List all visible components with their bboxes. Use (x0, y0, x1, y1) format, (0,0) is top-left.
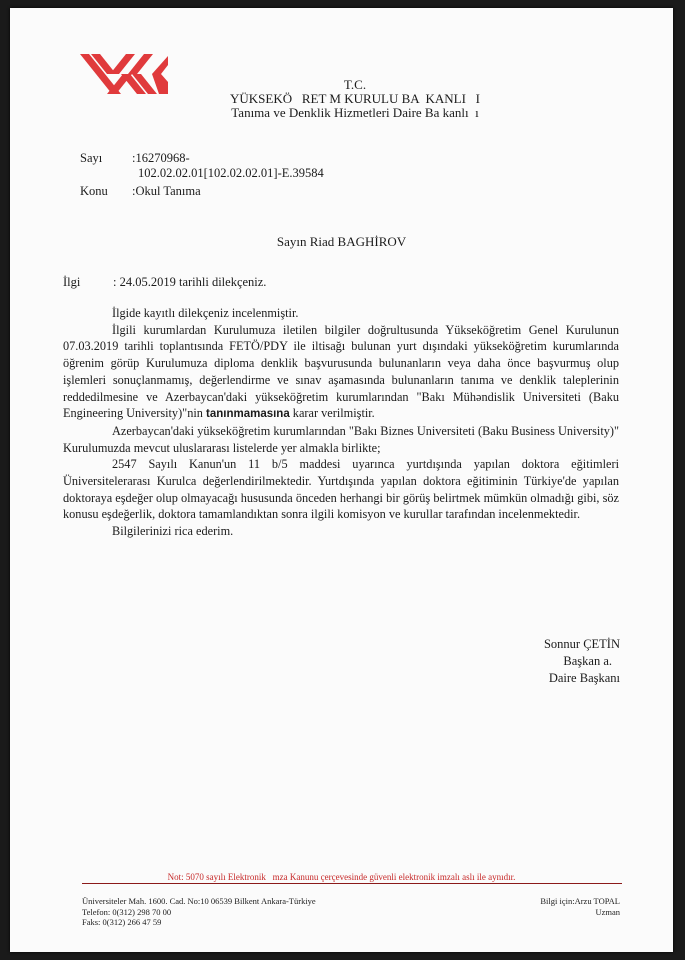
footer-fax: Faks: 0(312) 266 47 59 (82, 917, 162, 927)
signature-block (544, 636, 620, 687)
paragraph-2-end: karar verilmiştir. (289, 406, 375, 421)
paragraph-2-bold: tanınmamasına (206, 408, 290, 421)
signer-name: Sonnur ÇETİN (543, 637, 620, 651)
letterhead (200, 78, 510, 120)
salutation: Sayın Riad BAGHİROV (276, 234, 407, 249)
konu-label: Konu (80, 184, 108, 198)
header-department: Tanıma ve Denklik Hizmetleri Daire Ba kanlı ı (231, 105, 479, 120)
letter-body (63, 305, 619, 540)
ilgi-value: : 24.05.2019 tarihli dilekçeniz. (113, 275, 267, 289)
paragraph-2 (63, 322, 619, 423)
paragraph-1: İlgide kayıtlı dilekçeniz incelenmiştir. (112, 306, 299, 320)
header-institution: YÜKSEKÖ RET M KURULU BA KANLI I (229, 91, 480, 106)
paragraph-2-text: İlgili kurumlardan Kurulumuza iletilen bilgiler doğrultusunda Yükseköğretim Genel Kurulunun 07.03.2019 tarihli toplantısında FETÖ/PDY ile iltisağı bulunan yurt dışındaki yükseköğretim kurumlarında öğrenim görüp Kurulumuza diploma denklik başvurusunda bulunanların veya daha önce başvurmuş olup işlemleri sonuçlanmamış, değerlendirme ve sınav aşamasında bulunanların tanıma ve denklik taleplerinin reddedilmesine ve Azerbaycan'daki yükseköğretim kurumlarından "Bakı Mühəndislik Universiteti (Baku Engineering University)"nin (63, 322, 619, 421)
e-signature-note: Not: 5070 sayılı Elektronik mza Kanunu çerçevesinde güvenli elektronik imzalı aslı ile aynıdır. (167, 872, 516, 882)
signer-title-2: Daire Başkanı (548, 671, 620, 685)
footer-contact-title: Uzman (595, 906, 620, 917)
footer-contact: Bilgi için:Arzu TOPAL (540, 896, 620, 906)
konu-value: :Okul Tanıma (132, 184, 201, 198)
footer-contact-block (540, 896, 620, 917)
paragraph-3: Azerbaycan'daki yükseköğretim kurumlarından "Bakı Biznes Universiteti (Baku Business University)" Kurulumuzda mevcut uluslararası listelerde yer almakla birlikte; (63, 423, 619, 455)
sayi-label: Sayı (80, 151, 103, 165)
signer-title-1: Başkan a. (563, 654, 612, 668)
sayi-value: :16270968- (132, 151, 190, 165)
ilgi-row (63, 275, 267, 290)
sayi-value-cont: 102.02.02.01[102.02.02.01]-E.39584 (138, 166, 324, 180)
yok-logo (80, 52, 168, 96)
paragraph-4: 2547 Sayılı Kanun'un 11 b/5 maddesi uyarınca yurtdışında yapılan doktora eğitimleri Üniversitelerarası Kurulca değerlendirilmektedir. Yurtdışında yapılan doktora eğitiminin Türkiye'de yapılan doktoraya eşdeğer olup olmayacağı hususunda önceden herhangi bir görüş belirtmek mümkün olmadığı gibi, söz konusu eşdeğerlik, doktora tamamlandıktan sonra ilgili komisyon ve kurullar tarafından incelenmektedir. (63, 457, 619, 522)
document-page (10, 8, 673, 952)
footer-divider (82, 883, 622, 884)
footer-address: Üniversiteler Mah. 1600. Cad. No:10 06539 Bilkent Ankara-Türkiye (82, 896, 316, 906)
paragraph-5: Bilgilerinizi rica ederim. (112, 524, 234, 539)
footer-address-block (82, 896, 316, 928)
footer-phone: Telefon: 0(312) 298 70 00 (82, 906, 172, 917)
ilgi-label: İlgi (63, 275, 81, 289)
header-tc: T.C. (343, 77, 367, 92)
